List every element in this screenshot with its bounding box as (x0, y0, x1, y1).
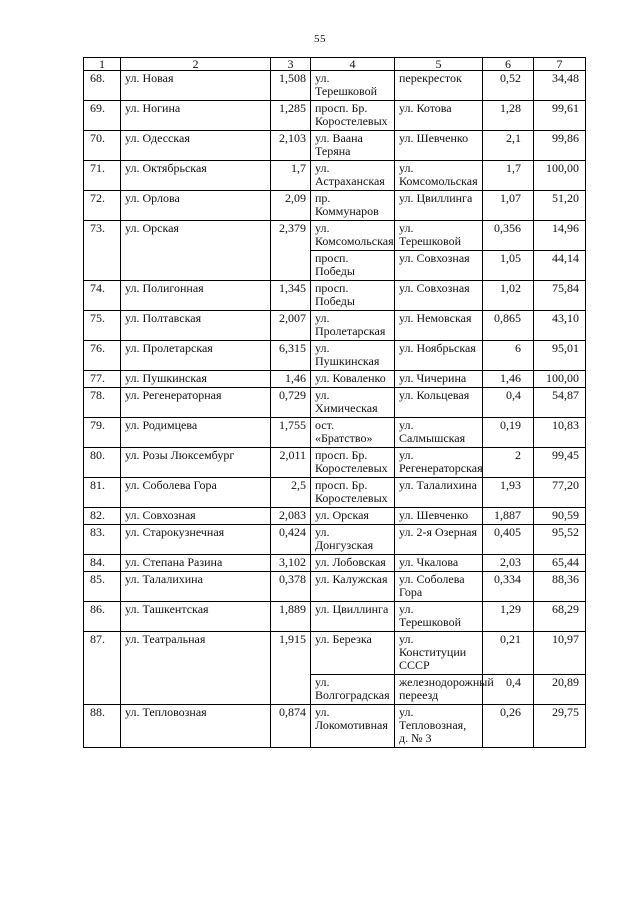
street-name: ул. Полтавская (121, 311, 271, 341)
segment-percent: 77,20 (534, 478, 586, 508)
segment-from: просп. Бр. Коростелевых (311, 448, 395, 478)
street-name: ул. Новая (121, 71, 271, 101)
street-name: ул. Одесская (121, 131, 271, 161)
segment-from: ул. Терешковой (311, 71, 395, 101)
table-row (84, 525, 586, 555)
table-row (84, 508, 586, 525)
segment-to: ул. Талалихина (395, 478, 483, 508)
street-name: ул. Степана Разина (121, 555, 271, 572)
segment-to: ул. Конституции СССР (395, 632, 483, 675)
street-length: 1,508 (271, 71, 311, 101)
segment-from: ул. Калужская (311, 572, 395, 602)
street-name: ул. Тепловозная (121, 705, 271, 748)
segment-length: 0,26 (483, 705, 534, 748)
segment-from: ул. Донгузская (311, 525, 395, 555)
segment-to: ул. Чкалова (395, 555, 483, 572)
street-length: 1,46 (271, 371, 311, 388)
street-length: 1,889 (271, 602, 311, 632)
street-length: 0,874 (271, 705, 311, 748)
row-number: 73. (84, 221, 121, 281)
segment-percent: 29,75 (534, 705, 586, 748)
table-row (84, 131, 586, 161)
table-row (84, 705, 586, 748)
segment-from: ул. Комсомольская (311, 221, 395, 251)
segment-percent: 34,48 (534, 71, 586, 101)
table-row (84, 555, 586, 572)
street-name: ул. Октябрьская (121, 161, 271, 191)
segment-percent: 44,14 (534, 251, 586, 281)
street-name: ул. Театральная (121, 632, 271, 705)
segment-from: ул. Цвиллинга (311, 602, 395, 632)
segment-to: ул. Кольцевая (395, 388, 483, 418)
segment-length: 1,93 (483, 478, 534, 508)
table-row (84, 602, 586, 632)
table-row (84, 341, 586, 371)
street-length: 2,103 (271, 131, 311, 161)
segment-from: ул. Орская (311, 508, 395, 525)
street-name: ул. Орская (121, 221, 271, 281)
table-row (84, 371, 586, 388)
segment-to: ул. Совхозная (395, 251, 483, 281)
row-number: 88. (84, 705, 121, 748)
segment-from: ул. Химическая (311, 388, 395, 418)
street-name: ул. Совхозная (121, 508, 271, 525)
segment-length: 2,1 (483, 131, 534, 161)
segment-percent: 100,00 (534, 161, 586, 191)
segment-length: 0,21 (483, 632, 534, 675)
segment-from: ул. Астраханская (311, 161, 395, 191)
segment-length: 6 (483, 341, 534, 371)
segment-length: 0,52 (483, 71, 534, 101)
street-name: ул. Регенераторная (121, 388, 271, 418)
segment-from: ул. Пушкинская (311, 341, 395, 371)
segment-to: ул. Терешковой (395, 602, 483, 632)
segment-percent: 99,45 (534, 448, 586, 478)
table-row (84, 632, 586, 675)
segment-length: 1,07 (483, 191, 534, 221)
table-header-row (84, 58, 586, 71)
street-length: 3,102 (271, 555, 311, 572)
segment-from: ул. Коваленко (311, 371, 395, 388)
segment-length: 1,29 (483, 602, 534, 632)
street-length: 2,5 (271, 478, 311, 508)
street-length: 1,285 (271, 101, 311, 131)
street-length: 2,379 (271, 221, 311, 281)
segment-to: ул. Тепловозная, д. № 3 (395, 705, 483, 748)
table-row (84, 478, 586, 508)
segment-to: ул. Шевченко (395, 131, 483, 161)
segment-length: 0,865 (483, 311, 534, 341)
street-name: ул. Ногина (121, 101, 271, 131)
segment-from: ул. Локомотивная (311, 705, 395, 748)
row-number: 87. (84, 632, 121, 705)
segment-from: просп. Победы (311, 281, 395, 311)
streets-table (83, 57, 586, 748)
column-header: 7 (534, 58, 586, 71)
segment-length: 0,334 (483, 572, 534, 602)
segment-from: ул. Пролетарская (311, 311, 395, 341)
segment-percent: 10,97 (534, 632, 586, 675)
street-length: 6,315 (271, 341, 311, 371)
segment-length: 1,05 (483, 251, 534, 281)
segment-length: 2 (483, 448, 534, 478)
segment-percent: 90,59 (534, 508, 586, 525)
street-length: 2,011 (271, 448, 311, 478)
column-header: 4 (311, 58, 395, 71)
segment-to: ул. Шевченко (395, 508, 483, 525)
segment-to: ул. Котова (395, 101, 483, 131)
table-row (84, 221, 586, 251)
segment-length: 1,02 (483, 281, 534, 311)
segment-length: 1,28 (483, 101, 534, 131)
segment-from: ул. Лобовская (311, 555, 395, 572)
street-length: 2,09 (271, 191, 311, 221)
page-number: 55 (314, 33, 326, 45)
row-number: 72. (84, 191, 121, 221)
segment-to: ул. Немовская (395, 311, 483, 341)
segment-percent: 88,36 (534, 572, 586, 602)
street-length: 1,7 (271, 161, 311, 191)
row-number: 86. (84, 602, 121, 632)
street-length: 0,729 (271, 388, 311, 418)
segment-percent: 65,44 (534, 555, 586, 572)
row-number: 82. (84, 508, 121, 525)
street-length: 1,915 (271, 632, 311, 705)
row-number: 69. (84, 101, 121, 131)
segment-from: просп. Победы (311, 251, 395, 281)
row-number: 84. (84, 555, 121, 572)
row-number: 79. (84, 418, 121, 448)
table-row (84, 388, 586, 418)
street-length: 0,378 (271, 572, 311, 602)
segment-from: просп. Бр. Коростелевых (311, 478, 395, 508)
street-name: ул. Ташкентская (121, 602, 271, 632)
row-number: 74. (84, 281, 121, 311)
row-number: 71. (84, 161, 121, 191)
column-header: 5 (395, 58, 483, 71)
street-length: 0,424 (271, 525, 311, 555)
street-name: ул. Орлова (121, 191, 271, 221)
table-row (84, 418, 586, 448)
segment-to: ул. Терешковой (395, 221, 483, 251)
segment-length: 1,7 (483, 161, 534, 191)
row-number: 77. (84, 371, 121, 388)
segment-to: ул. Цвиллинга (395, 191, 483, 221)
street-name: ул. Полигонная (121, 281, 271, 311)
row-number: 78. (84, 388, 121, 418)
street-name: ул. Родимцева (121, 418, 271, 448)
street-name: ул. Пролетарская (121, 341, 271, 371)
row-number: 68. (84, 71, 121, 101)
column-header: 3 (271, 58, 311, 71)
table-row (84, 161, 586, 191)
segment-percent: 68,29 (534, 602, 586, 632)
segment-from: ул. Березка (311, 632, 395, 675)
segment-to: ул. Комсомольская (395, 161, 483, 191)
street-length: 1,345 (271, 281, 311, 311)
table-row (84, 311, 586, 341)
table-row (84, 101, 586, 131)
row-number: 80. (84, 448, 121, 478)
row-number: 85. (84, 572, 121, 602)
segment-percent: 10,83 (534, 418, 586, 448)
segment-to: ул. Совхозная (395, 281, 483, 311)
segment-percent: 43,10 (534, 311, 586, 341)
segment-length: 0,356 (483, 221, 534, 251)
table-row (84, 448, 586, 478)
street-name: ул. Талалихина (121, 572, 271, 602)
segment-from: ул. Ваана Теряна (311, 131, 395, 161)
segment-length: 0,4 (483, 388, 534, 418)
segment-from: ул. Волгоградская (311, 675, 395, 705)
row-number: 83. (84, 525, 121, 555)
segment-percent: 54,87 (534, 388, 586, 418)
segment-from: ост. «Братство» (311, 418, 395, 448)
segment-percent: 51,20 (534, 191, 586, 221)
street-name: ул. Розы Люксембург (121, 448, 271, 478)
column-header: 1 (84, 58, 121, 71)
segment-to: ул. Соболева Гора (395, 572, 483, 602)
row-number: 70. (84, 131, 121, 161)
segment-to: ул. Регенераторская (395, 448, 483, 478)
segment-percent: 20,89 (534, 675, 586, 705)
segment-length: 0,405 (483, 525, 534, 555)
table-row (84, 281, 586, 311)
segment-percent: 99,86 (534, 131, 586, 161)
table-body (84, 71, 586, 748)
segment-percent: 95,01 (534, 341, 586, 371)
segment-to: железнодорожный переезд (395, 675, 483, 705)
table-row (84, 71, 586, 101)
segment-length: 1,887 (483, 508, 534, 525)
segment-percent: 75,84 (534, 281, 586, 311)
segment-length: 1,46 (483, 371, 534, 388)
row-number: 76. (84, 341, 121, 371)
segment-to: ул. 2-я Озерная (395, 525, 483, 555)
street-name: ул. Соболева Гора (121, 478, 271, 508)
column-header: 6 (483, 58, 534, 71)
segment-percent: 100,00 (534, 371, 586, 388)
segment-to: ул. Салмышская (395, 418, 483, 448)
table-row (84, 191, 586, 221)
segment-length: 0,4 (483, 675, 534, 705)
segment-length: 2,03 (483, 555, 534, 572)
street-length: 1,755 (271, 418, 311, 448)
column-header: 2 (121, 58, 271, 71)
segment-from: просп. Бр. Коростелевых (311, 101, 395, 131)
segment-to: ул. Ноябрьская (395, 341, 483, 371)
segment-length: 0,19 (483, 418, 534, 448)
table-row (84, 572, 586, 602)
segment-to: ул. Чичерина (395, 371, 483, 388)
street-name: ул. Старокузнечная (121, 525, 271, 555)
segment-percent: 14,96 (534, 221, 586, 251)
street-length: 2,007 (271, 311, 311, 341)
segment-percent: 95,52 (534, 525, 586, 555)
segment-from: пр. Коммунаров (311, 191, 395, 221)
segment-to: перекресток (395, 71, 483, 101)
street-name: ул. Пушкинская (121, 371, 271, 388)
segment-percent: 99,61 (534, 101, 586, 131)
row-number: 81. (84, 478, 121, 508)
row-number: 75. (84, 311, 121, 341)
street-length: 2,083 (271, 508, 311, 525)
